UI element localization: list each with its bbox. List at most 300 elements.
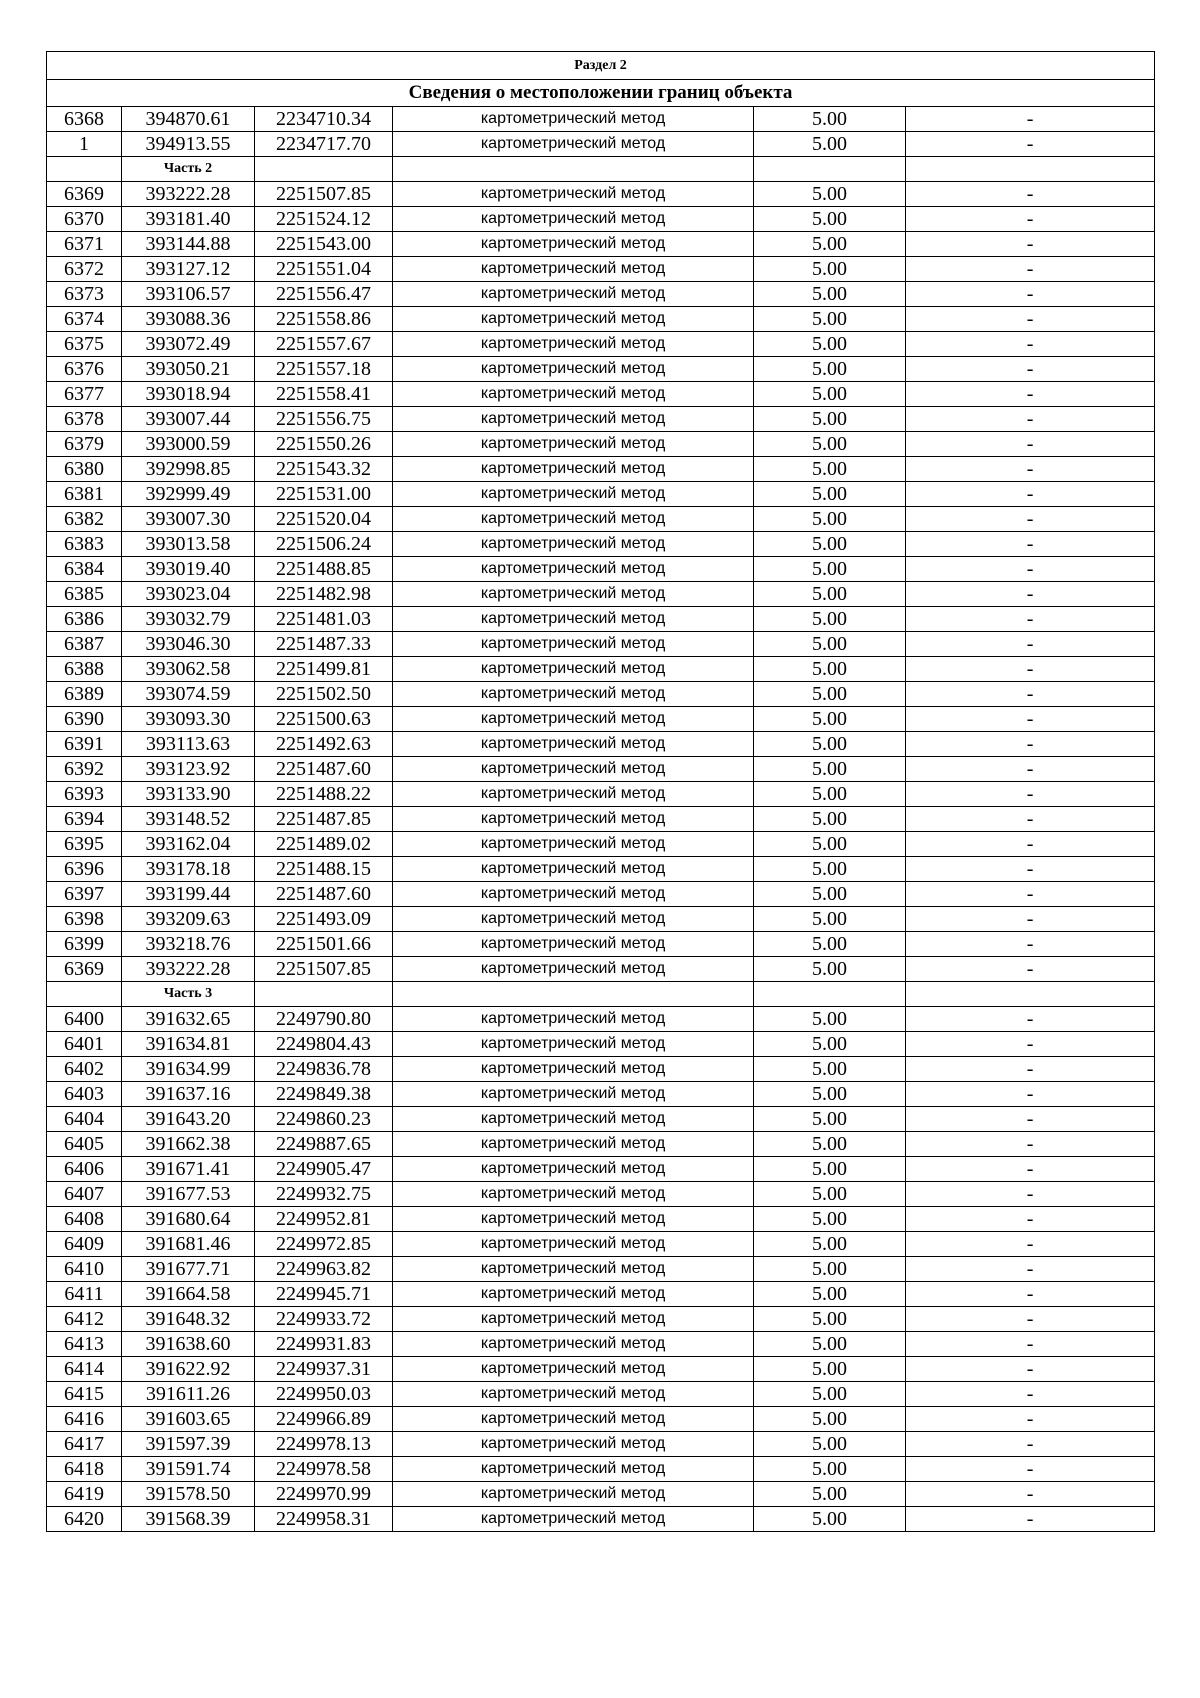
table-row (47, 1257, 1155, 1282)
x-coordinate-cell: 393209.63 (122, 907, 255, 932)
point-number-cell: 6413 (47, 1332, 122, 1357)
description-cell: - (906, 957, 1155, 982)
y-coordinate-cell: 2234710.34 (255, 107, 393, 132)
method-cell: картометрический метод (393, 1207, 754, 1232)
x-coordinate-cell: 393144.88 (122, 232, 255, 257)
point-number-cell: 6420 (47, 1507, 122, 1532)
y-coordinate-cell: 2249804.43 (255, 1032, 393, 1057)
method-cell: картометрический метод (393, 307, 754, 332)
table-row (47, 1207, 1155, 1232)
description-cell: - (906, 1407, 1155, 1432)
description-cell: - (906, 1032, 1155, 1057)
y-coordinate-cell: 2234717.70 (255, 132, 393, 157)
accuracy-cell: 5.00 (754, 932, 906, 957)
accuracy-cell: 5.00 (754, 432, 906, 457)
point-number-cell: 6368 (47, 107, 122, 132)
description-cell: - (906, 1432, 1155, 1457)
table-row (47, 1382, 1155, 1407)
accuracy-cell: 5.00 (754, 732, 906, 757)
y-coordinate-cell: 2249945.71 (255, 1282, 393, 1307)
method-cell: картометрический метод (393, 782, 754, 807)
x-coordinate-cell: 393222.28 (122, 182, 255, 207)
description-cell: - (906, 1482, 1155, 1507)
method-cell: картометрический метод (393, 1407, 754, 1432)
x-coordinate-cell: 391664.58 (122, 1282, 255, 1307)
method-cell: картометрический метод (393, 1357, 754, 1382)
method-cell: картометрический метод (393, 382, 754, 407)
method-cell: картометрический метод (393, 507, 754, 532)
accuracy-cell: 5.00 (754, 132, 906, 157)
table-row (47, 432, 1155, 457)
accuracy-cell: 5.00 (754, 557, 906, 582)
accuracy-cell: 5.00 (754, 357, 906, 382)
accuracy-cell: 5.00 (754, 282, 906, 307)
x-coordinate-cell: 393007.30 (122, 507, 255, 532)
x-coordinate-cell: 391681.46 (122, 1232, 255, 1257)
y-coordinate-cell: 2249952.81 (255, 1207, 393, 1232)
point-number-cell: 6385 (47, 582, 122, 607)
x-coordinate-cell: 391680.64 (122, 1207, 255, 1232)
method-cell: картометрический метод (393, 1157, 754, 1182)
description-cell: - (906, 1057, 1155, 1082)
point-number-cell: 6400 (47, 1007, 122, 1032)
point-number-cell: 6398 (47, 907, 122, 932)
method-cell: картометрический метод (393, 1007, 754, 1032)
table-row (47, 232, 1155, 257)
x-coordinate-cell: 393018.94 (122, 382, 255, 407)
table-row (47, 582, 1155, 607)
accuracy-cell: 5.00 (754, 1057, 906, 1082)
point-number-cell: 6406 (47, 1157, 122, 1182)
x-coordinate-cell: 392999.49 (122, 482, 255, 507)
description-cell: - (906, 1182, 1155, 1207)
y-coordinate-cell: 2249887.65 (255, 1132, 393, 1157)
accuracy-cell: 5.00 (754, 1182, 906, 1207)
description-cell: - (906, 757, 1155, 782)
part-empty-cell (754, 157, 906, 182)
point-number-cell: 6375 (47, 332, 122, 357)
description-cell: - (906, 432, 1155, 457)
accuracy-cell: 5.00 (754, 707, 906, 732)
part-label: Часть 2 (122, 157, 255, 182)
point-number-cell: 6384 (47, 557, 122, 582)
point-number-cell: 6395 (47, 832, 122, 857)
x-coordinate-cell: 393023.04 (122, 582, 255, 607)
table-row (47, 632, 1155, 657)
method-cell: картометрический метод (393, 732, 754, 757)
part-empty-cell (754, 982, 906, 1007)
description-cell: - (906, 932, 1155, 957)
table-row (47, 182, 1155, 207)
part-empty-cell (393, 982, 754, 1007)
table-title: Сведения о местоположении границ объекта (47, 80, 1155, 107)
accuracy-cell: 5.00 (754, 532, 906, 557)
x-coordinate-cell: 393032.79 (122, 607, 255, 632)
y-coordinate-cell: 2251481.03 (255, 607, 393, 632)
point-number-cell: 6396 (47, 857, 122, 882)
accuracy-cell: 5.00 (754, 657, 906, 682)
method-cell: картометрический метод (393, 332, 754, 357)
accuracy-cell: 5.00 (754, 1132, 906, 1157)
table-row (47, 207, 1155, 232)
x-coordinate-cell: 393000.59 (122, 432, 255, 457)
description-cell: - (906, 1382, 1155, 1407)
table-row (47, 682, 1155, 707)
x-coordinate-cell: 391578.50 (122, 1482, 255, 1507)
method-cell: картометрический метод (393, 282, 754, 307)
y-coordinate-cell: 2251520.04 (255, 507, 393, 532)
description-cell: - (906, 1107, 1155, 1132)
description-cell: - (906, 1282, 1155, 1307)
description-cell: - (906, 482, 1155, 507)
point-number-cell: 6394 (47, 807, 122, 832)
y-coordinate-cell: 2251531.00 (255, 482, 393, 507)
table-body (47, 52, 1155, 1532)
part-empty-cell (255, 982, 393, 1007)
accuracy-cell: 5.00 (754, 1432, 906, 1457)
table-row (47, 732, 1155, 757)
y-coordinate-cell: 2249978.58 (255, 1457, 393, 1482)
table-row (47, 1007, 1155, 1032)
table-row (47, 132, 1155, 157)
y-coordinate-cell: 2249966.89 (255, 1407, 393, 1432)
table-row (47, 1432, 1155, 1457)
accuracy-cell: 5.00 (754, 582, 906, 607)
method-cell: картометрический метод (393, 1457, 754, 1482)
accuracy-cell: 5.00 (754, 1457, 906, 1482)
description-cell: - (906, 182, 1155, 207)
accuracy-cell: 5.00 (754, 882, 906, 907)
accuracy-cell: 5.00 (754, 1107, 906, 1132)
method-cell: картометрический метод (393, 582, 754, 607)
method-cell: картометрический метод (393, 1482, 754, 1507)
table-row (47, 707, 1155, 732)
table-row (47, 1282, 1155, 1307)
x-coordinate-cell: 391603.65 (122, 1407, 255, 1432)
point-number-cell: 6391 (47, 732, 122, 757)
accuracy-cell: 5.00 (754, 407, 906, 432)
point-number-cell: 6418 (47, 1457, 122, 1482)
y-coordinate-cell: 2251492.63 (255, 732, 393, 757)
point-number-cell: 6374 (47, 307, 122, 332)
table-row (47, 1082, 1155, 1107)
description-cell: - (906, 532, 1155, 557)
method-cell: картометрический метод (393, 882, 754, 907)
point-number-cell: 6379 (47, 432, 122, 457)
accuracy-cell: 5.00 (754, 857, 906, 882)
x-coordinate-cell: 391638.60 (122, 1332, 255, 1357)
method-cell: картометрический метод (393, 907, 754, 932)
y-coordinate-cell: 2251506.24 (255, 532, 393, 557)
description-cell: - (906, 607, 1155, 632)
description-cell: - (906, 782, 1155, 807)
part-empty-cell (906, 157, 1155, 182)
description-cell: - (906, 357, 1155, 382)
accuracy-cell: 5.00 (754, 632, 906, 657)
y-coordinate-cell: 2251487.85 (255, 807, 393, 832)
part-empty-cell (47, 157, 122, 182)
table-row (47, 382, 1155, 407)
x-coordinate-cell: 393106.57 (122, 282, 255, 307)
y-coordinate-cell: 2251502.50 (255, 682, 393, 707)
point-number-cell: 1 (47, 132, 122, 157)
y-coordinate-cell: 2251500.63 (255, 707, 393, 732)
part-label: Часть 3 (122, 982, 255, 1007)
x-coordinate-cell: 391632.65 (122, 1007, 255, 1032)
method-cell: картометрический метод (393, 132, 754, 157)
accuracy-cell: 5.00 (754, 482, 906, 507)
y-coordinate-cell: 2251507.85 (255, 957, 393, 982)
point-number-cell: 6399 (47, 932, 122, 957)
point-number-cell: 6373 (47, 282, 122, 307)
table-row (47, 1182, 1155, 1207)
accuracy-cell: 5.00 (754, 1332, 906, 1357)
point-number-cell: 6416 (47, 1407, 122, 1432)
x-coordinate-cell: 393133.90 (122, 782, 255, 807)
x-coordinate-cell: 393050.21 (122, 357, 255, 382)
accuracy-cell: 5.00 (754, 782, 906, 807)
x-coordinate-cell: 393013.58 (122, 532, 255, 557)
accuracy-cell: 5.00 (754, 832, 906, 857)
accuracy-cell: 5.00 (754, 382, 906, 407)
table-row (47, 482, 1155, 507)
table-row (47, 882, 1155, 907)
description-cell: - (906, 1307, 1155, 1332)
description-cell: - (906, 682, 1155, 707)
accuracy-cell: 5.00 (754, 807, 906, 832)
x-coordinate-cell: 393222.28 (122, 957, 255, 982)
point-number-cell: 6393 (47, 782, 122, 807)
description-cell: - (906, 382, 1155, 407)
x-coordinate-cell: 393199.44 (122, 882, 255, 907)
description-cell: - (906, 1507, 1155, 1532)
point-number-cell: 6382 (47, 507, 122, 532)
part-empty-cell (47, 982, 122, 1007)
table-row (47, 107, 1155, 132)
accuracy-cell: 5.00 (754, 182, 906, 207)
method-cell: картометрический метод (393, 632, 754, 657)
x-coordinate-cell: 391634.81 (122, 1032, 255, 1057)
y-coordinate-cell: 2249932.75 (255, 1182, 393, 1207)
point-number-cell: 6369 (47, 182, 122, 207)
y-coordinate-cell: 2249970.99 (255, 1482, 393, 1507)
point-number-cell: 6408 (47, 1207, 122, 1232)
description-cell: - (906, 1232, 1155, 1257)
method-cell: картометрический метод (393, 407, 754, 432)
x-coordinate-cell: 391611.26 (122, 1382, 255, 1407)
y-coordinate-cell: 2251488.15 (255, 857, 393, 882)
description-cell: - (906, 807, 1155, 832)
table-row (47, 1232, 1155, 1257)
x-coordinate-cell: 393074.59 (122, 682, 255, 707)
point-number-cell: 6380 (47, 457, 122, 482)
y-coordinate-cell: 2249972.85 (255, 1232, 393, 1257)
point-number-cell: 6369 (47, 957, 122, 982)
method-cell: картометрический метод (393, 1257, 754, 1282)
accuracy-cell: 5.00 (754, 1407, 906, 1432)
point-number-cell: 6371 (47, 232, 122, 257)
y-coordinate-cell: 2251550.26 (255, 432, 393, 457)
accuracy-cell: 5.00 (754, 1232, 906, 1257)
y-coordinate-cell: 2251543.32 (255, 457, 393, 482)
accuracy-cell: 5.00 (754, 207, 906, 232)
x-coordinate-cell: 391637.16 (122, 1082, 255, 1107)
x-coordinate-cell: 393181.40 (122, 207, 255, 232)
accuracy-cell: 5.00 (754, 1282, 906, 1307)
point-number-cell: 6386 (47, 607, 122, 632)
part-empty-cell (255, 157, 393, 182)
x-coordinate-cell: 391643.20 (122, 1107, 255, 1132)
point-number-cell: 6390 (47, 707, 122, 732)
accuracy-cell: 5.00 (754, 1357, 906, 1382)
point-number-cell: 6410 (47, 1257, 122, 1282)
description-cell: - (906, 232, 1155, 257)
table-row (47, 957, 1155, 982)
method-cell: картометрический метод (393, 1432, 754, 1457)
x-coordinate-cell: 393088.36 (122, 307, 255, 332)
point-number-cell: 6370 (47, 207, 122, 232)
x-coordinate-cell: 393162.04 (122, 832, 255, 857)
table-row (47, 1332, 1155, 1357)
method-cell: картометрический метод (393, 107, 754, 132)
table-row (47, 407, 1155, 432)
y-coordinate-cell: 2249836.78 (255, 1057, 393, 1082)
table-row (47, 857, 1155, 882)
method-cell: картометрический метод (393, 357, 754, 382)
y-coordinate-cell: 2251524.12 (255, 207, 393, 232)
y-coordinate-cell: 2251558.41 (255, 382, 393, 407)
point-number-cell: 6376 (47, 357, 122, 382)
y-coordinate-cell: 2249937.31 (255, 1357, 393, 1382)
y-coordinate-cell: 2251551.04 (255, 257, 393, 282)
table-row (47, 907, 1155, 932)
description-cell: - (906, 332, 1155, 357)
point-number-cell: 6392 (47, 757, 122, 782)
table-row (47, 507, 1155, 532)
accuracy-cell: 5.00 (754, 332, 906, 357)
table-row (47, 332, 1155, 357)
y-coordinate-cell: 2249931.83 (255, 1332, 393, 1357)
description-cell: - (906, 1332, 1155, 1357)
method-cell: картометрический метод (393, 857, 754, 882)
method-cell: картометрический метод (393, 1232, 754, 1257)
x-coordinate-cell: 391671.41 (122, 1157, 255, 1182)
method-cell: картометрический метод (393, 182, 754, 207)
method-cell: картометрический метод (393, 1032, 754, 1057)
method-cell: картометрический метод (393, 1132, 754, 1157)
method-cell: картометрический метод (393, 807, 754, 832)
y-coordinate-cell: 2251543.00 (255, 232, 393, 257)
y-coordinate-cell: 2251507.85 (255, 182, 393, 207)
point-number-cell: 6389 (47, 682, 122, 707)
x-coordinate-cell: 393019.40 (122, 557, 255, 582)
point-number-cell: 6407 (47, 1182, 122, 1207)
description-cell: - (906, 832, 1155, 857)
point-number-cell: 6403 (47, 1082, 122, 1107)
description-cell: - (906, 857, 1155, 882)
table-row (47, 257, 1155, 282)
method-cell: картометрический метод (393, 457, 754, 482)
description-cell: - (906, 1157, 1155, 1182)
point-number-cell: 6412 (47, 1307, 122, 1332)
method-cell: картометрический метод (393, 957, 754, 982)
y-coordinate-cell: 2249790.80 (255, 1007, 393, 1032)
method-cell: картометрический метод (393, 757, 754, 782)
description-cell: - (906, 132, 1155, 157)
description-cell: - (906, 582, 1155, 607)
x-coordinate-cell: 391634.99 (122, 1057, 255, 1082)
y-coordinate-cell: 2251501.66 (255, 932, 393, 957)
method-cell: картометрический метод (393, 932, 754, 957)
description-cell: - (906, 1357, 1155, 1382)
point-number-cell: 6387 (47, 632, 122, 657)
x-coordinate-cell: 391597.39 (122, 1432, 255, 1457)
table-row (47, 807, 1155, 832)
title-header-row (47, 80, 1155, 107)
accuracy-cell: 5.00 (754, 107, 906, 132)
x-coordinate-cell: 391568.39 (122, 1507, 255, 1532)
description-cell: - (906, 507, 1155, 532)
y-coordinate-cell: 2251499.81 (255, 657, 393, 682)
x-coordinate-cell: 393113.63 (122, 732, 255, 757)
point-number-cell: 6419 (47, 1482, 122, 1507)
accuracy-cell: 5.00 (754, 1257, 906, 1282)
point-number-cell: 6397 (47, 882, 122, 907)
description-cell: - (906, 282, 1155, 307)
point-number-cell: 6415 (47, 1382, 122, 1407)
table-row (47, 1157, 1155, 1182)
accuracy-cell: 5.00 (754, 232, 906, 257)
method-cell: картометрический метод (393, 832, 754, 857)
table-row (47, 1357, 1155, 1382)
description-cell: - (906, 657, 1155, 682)
description-cell: - (906, 107, 1155, 132)
accuracy-cell: 5.00 (754, 757, 906, 782)
y-coordinate-cell: 2249905.47 (255, 1157, 393, 1182)
x-coordinate-cell: 393007.44 (122, 407, 255, 432)
part-row (47, 982, 1155, 1007)
x-coordinate-cell: 393062.58 (122, 657, 255, 682)
point-number-cell: 6383 (47, 532, 122, 557)
accuracy-cell: 5.00 (754, 457, 906, 482)
method-cell: картометрический метод (393, 232, 754, 257)
accuracy-cell: 5.00 (754, 257, 906, 282)
table-row (47, 1057, 1155, 1082)
accuracy-cell: 5.00 (754, 507, 906, 532)
table-row (47, 1482, 1155, 1507)
point-number-cell: 6401 (47, 1032, 122, 1057)
y-coordinate-cell: 2251489.02 (255, 832, 393, 857)
method-cell: картометрический метод (393, 1332, 754, 1357)
part-empty-cell (393, 157, 754, 182)
description-cell: - (906, 1257, 1155, 1282)
y-coordinate-cell: 2251488.22 (255, 782, 393, 807)
description-cell: - (906, 457, 1155, 482)
x-coordinate-cell: 393178.18 (122, 857, 255, 882)
accuracy-cell: 5.00 (754, 1307, 906, 1332)
table-row (47, 1407, 1155, 1432)
table-row (47, 932, 1155, 957)
y-coordinate-cell: 2251556.47 (255, 282, 393, 307)
y-coordinate-cell: 2251488.85 (255, 557, 393, 582)
y-coordinate-cell: 2251482.98 (255, 582, 393, 607)
boundary-coordinates-table (46, 51, 1155, 1532)
method-cell: картометрический метод (393, 1282, 754, 1307)
x-coordinate-cell: 391677.53 (122, 1182, 255, 1207)
method-cell: картометрический метод (393, 1507, 754, 1532)
description-cell: - (906, 1082, 1155, 1107)
x-coordinate-cell: 393046.30 (122, 632, 255, 657)
